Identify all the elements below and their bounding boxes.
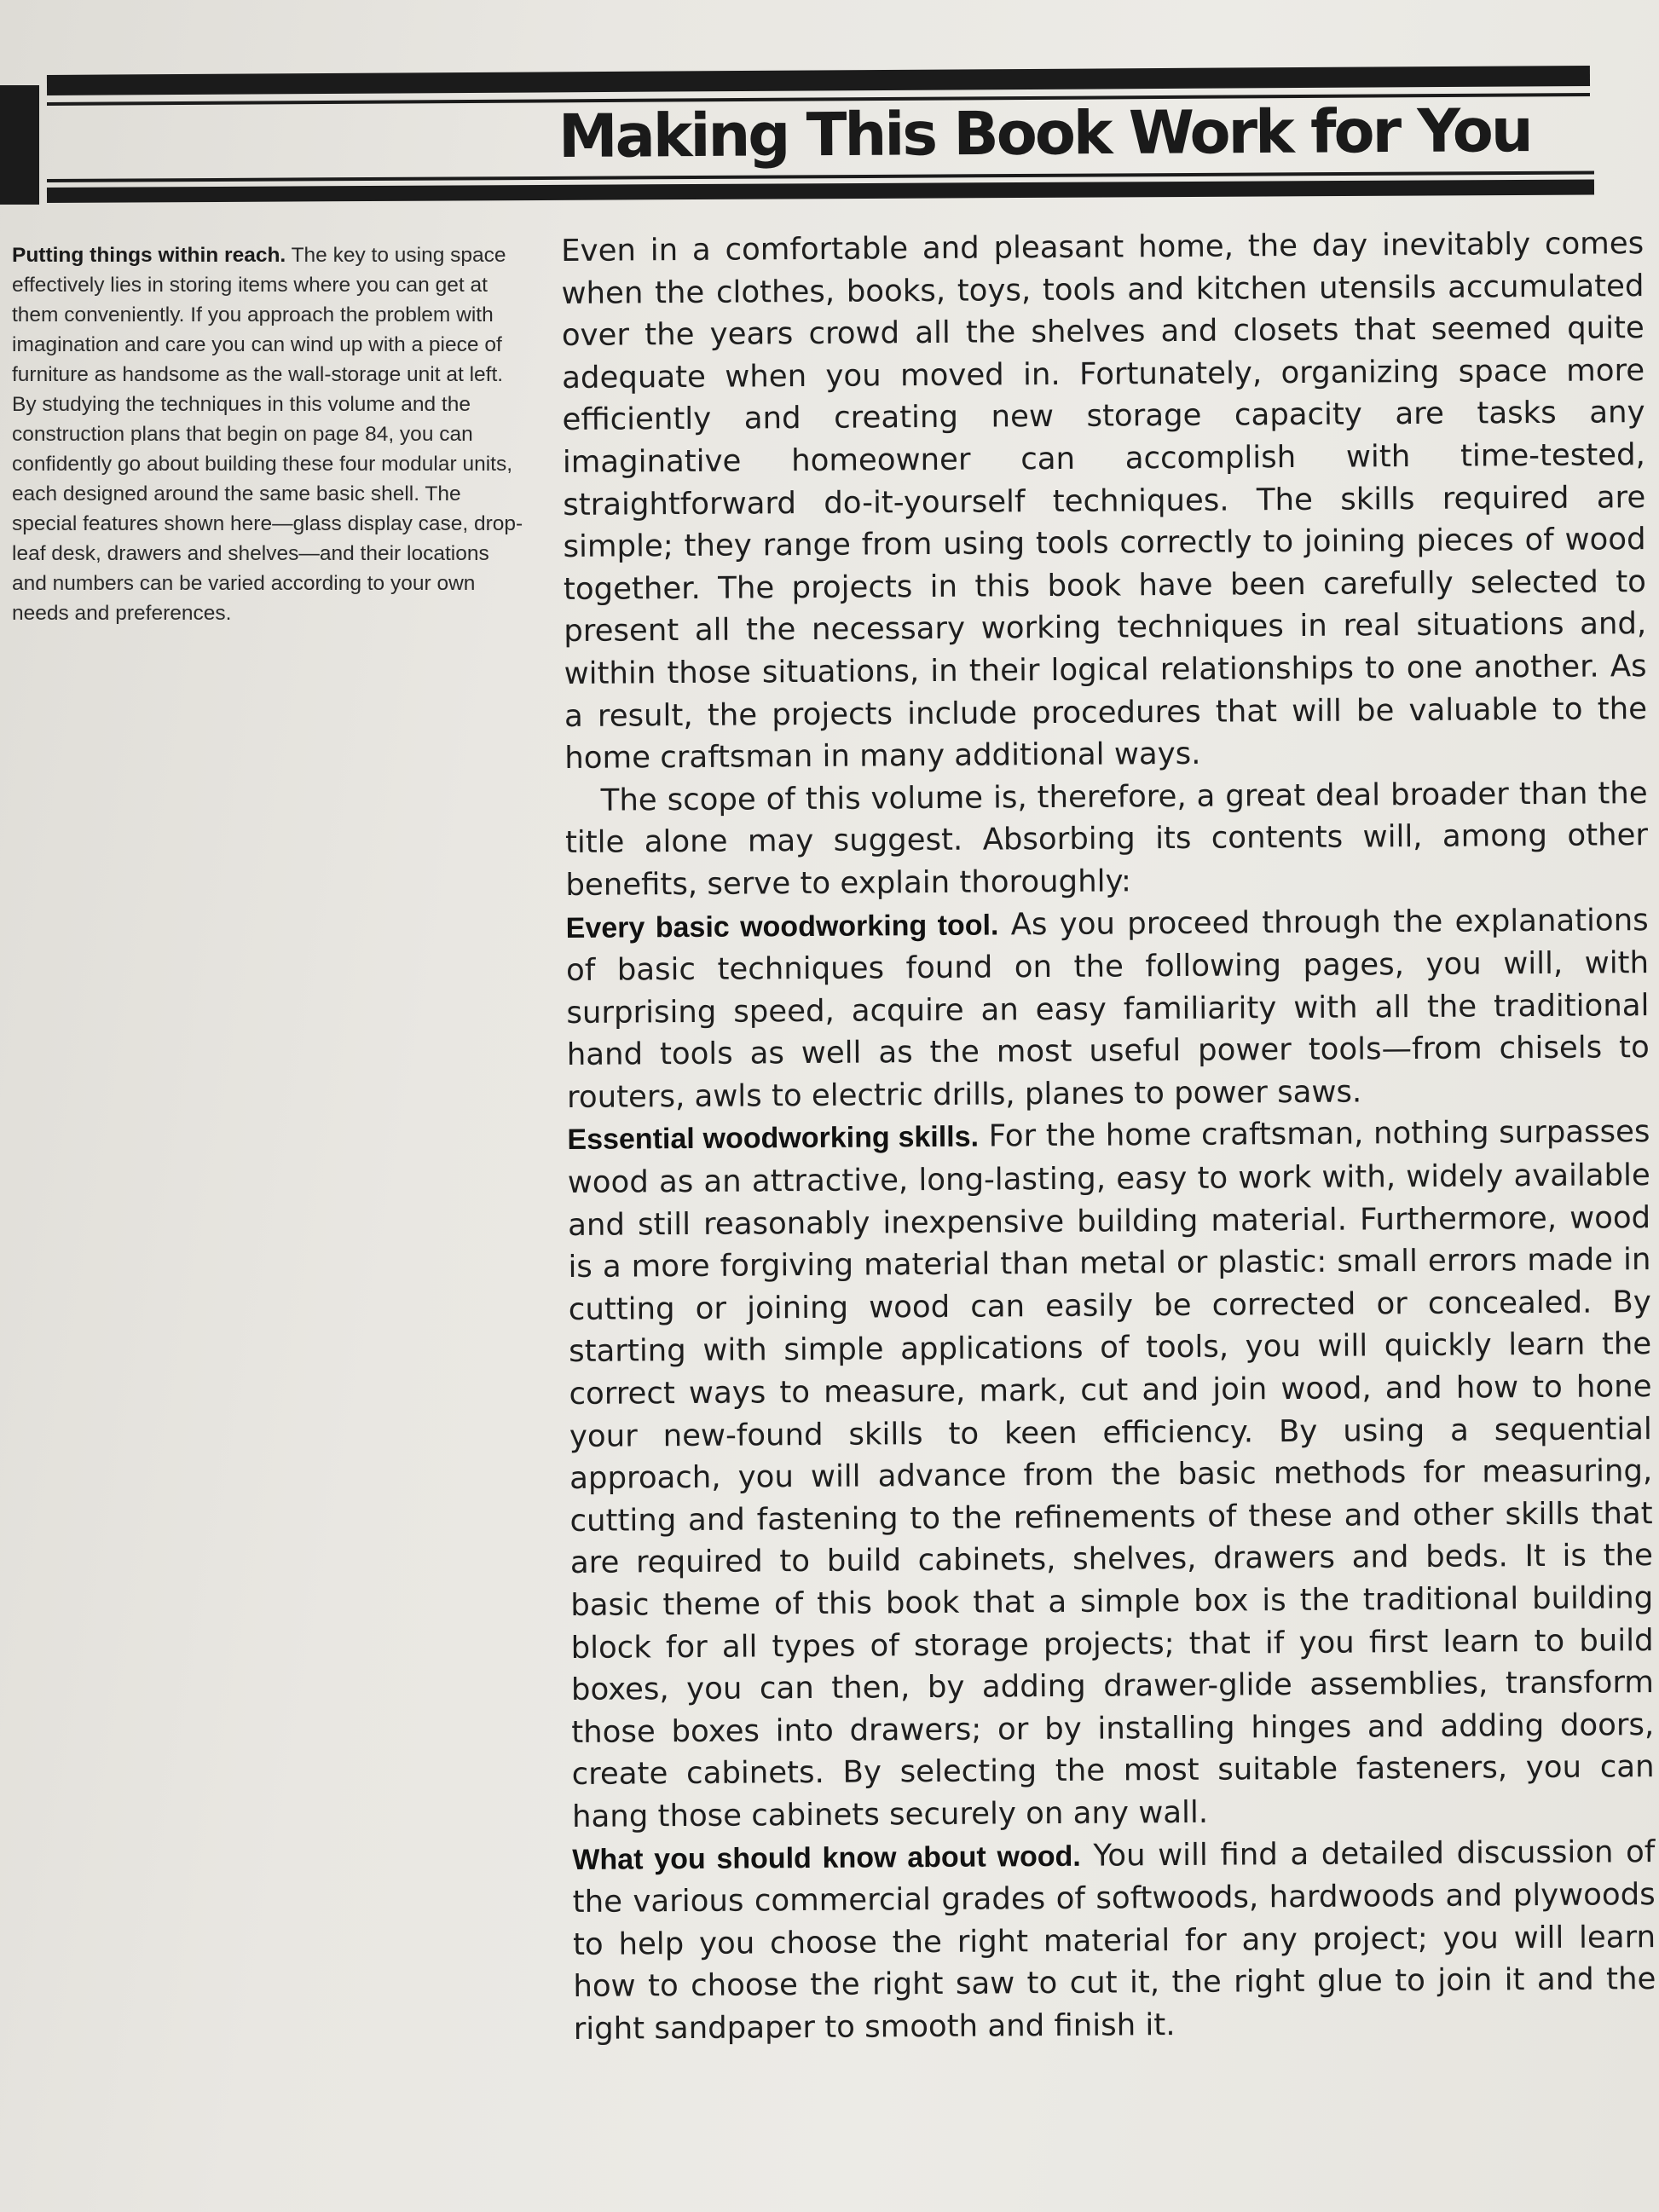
- section-skills: [567, 1112, 1655, 1839]
- caption-text: The key to using space effectively lies in storing items where you can get at them conveniently. If you approach the problem with imagination and care you can wind up with a piece of furniture as handsome as the wall-storage unit at left. By studying the techniques in this volume and the construction plans that begin on page 84, you can confidently go about building these four modular units, each designed around the same basic shell. The special features shown here—glass display case, drop-leaf desk, drawers and shelves—and their locations and numbers can be varied according to your own needs and preferences.: [12, 244, 523, 625]
- section-wood-text: You will find a detailed discussion of the various commercial grades of softwoods, hardwoods and plywoods to help you choose the right material for any project; you will learn how to choose the right saw to cut it, the right glue to join it and the right sandpaper to smooth and finish it.: [572, 1834, 1656, 2047]
- section-tools-heading: Every basic woodworking tool.: [565, 908, 999, 944]
- section-tools: [566, 899, 1650, 1119]
- chapter-title: Making This Book Work for You: [558, 95, 1531, 171]
- paragraph-intro: Even in a comfortable and pleasant home, the day inevitably comes when the clothes, books, toys, tools and kitchen utensils accumulated over the years crowd all the shelves and closets that seemed quite adequate when you moved in. Fortunately, organizing space more efficiently and creating new storage capacity are tasks any imaginative homeowner can accomplish with time-tested, straightforward do-it-yourself techniques. The skills required are simple; they range from using tools correctly to joining pieces of wood together. The projects in this book have been carefully selected to present all the necessary working techniques in real situations and, within those situations, in their logical relationships to one another. As a result, the projects include procedures that will be valuable to the home craftsman in many additional ways.: [561, 226, 1648, 777]
- section-wood-heading: What you should know about wood.: [572, 1839, 1081, 1876]
- section-wood: [572, 1831, 1656, 2051]
- section-skills-heading: Essential woodworking skills.: [567, 1121, 980, 1157]
- caption-lead: Putting things within reach.: [12, 244, 286, 267]
- section-skills-text: For the home craftsman, nothing surpasses wood as an attractive, long-lasting, easy to work with, widely available and still reasonably inexpensive building material. Furthermore, wood is a more forgiving material than metal or plastic: small errors made in cutting or joining wood can easily be corrected or concealed. By starting with simple applications of tools, you will quickly learn the correct ways to measure, mark, cut and join wood, and how to hone your new-found skills to keen efficiency. By using a sequential approach, you will advance from the basic methods for measuring, cutting and fastening to the refinements of these and other skills that are required to build cabinets, shelves, drawers and beds. It is the basic theme of this book that a simple box is the traditional building block for all types of storage projects; that if you first learn to build boxes, you can then, by adding drawer-glide assemblies, transform those boxes into drawers; or by installing hinges and adding doors, create cabinets. By selecting the most suitable fasteners, you can hang those cabinets securely on any wall.: [567, 1114, 1655, 1834]
- photo-caption: [12, 240, 523, 628]
- chapter-number-mark: [0, 85, 39, 205]
- main-body-text: [561, 222, 1656, 2050]
- section-tools-text: As you proceed through the explanations of basic techniques found on the following pages, you will, with surprising speed, acquire an easy familiarity with all the traditional hand tools as well as the most useful power tools—from chisels to routers, awls to electric drills, planes to power saws.: [565, 902, 1650, 1115]
- paragraph-scope: The scope of this volume is, therefore, a great deal broader than the title alone may suggest. Absorbing its contents will, among other benefits, serve to explain thoroughly:: [564, 775, 1649, 903]
- header-rule-bottom-thick: [47, 179, 1594, 203]
